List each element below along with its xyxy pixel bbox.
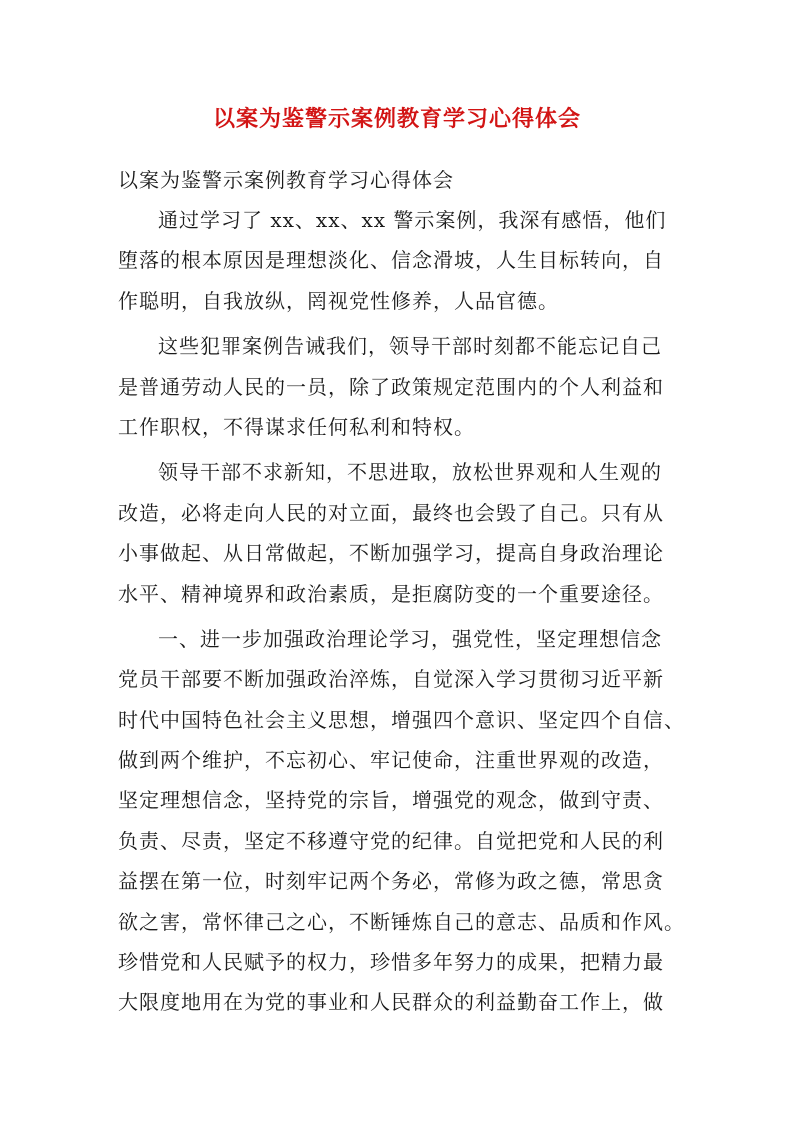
- paragraph-line: 小事做起、从日常做起，不断加强学习，提高自身政治理论: [118, 541, 664, 566]
- paragraph-line: 益摆在第一位，时刻牢记两个务必，常修为政之德，常思贪: [118, 869, 664, 894]
- paragraph-line: 是普通劳动人民的一员，除了政策规定范围内的个人利益和: [118, 374, 664, 399]
- paragraph-line: 一、进一步加强政治理论学习，强党性，坚定理想信念: [158, 626, 662, 651]
- document-subtitle: 以案为鉴警示案例教育学习心得体会: [118, 168, 454, 192]
- paragraph-line: 领导干部不求新知，不思进取，放松世界观和人生观的: [158, 460, 662, 485]
- paragraph-line: 通过学习了 xx、xx、xx 警示案例，我深有感悟，他们: [158, 208, 667, 232]
- paragraph-2: [118, 326, 678, 447]
- paragraph-4: [118, 619, 685, 1023]
- paragraph-1: [118, 200, 678, 321]
- paragraph-line: 水平、精神境界和政治素质，是拒腐防变的一个重要途径。: [118, 581, 664, 606]
- paragraph-line: 负责、尽责，坚定不移遵守党的纪律。自觉把党和人民的利: [118, 828, 664, 853]
- paragraph-line: 这些犯罪案例告诫我们，领导干部时刻都不能忘记自己: [158, 334, 662, 359]
- document-title: 以案为鉴警示案例教育学习心得体会: [212, 106, 581, 132]
- paragraph-line: 坚定理想信念，坚持党的宗旨，增强党的观念，做到守责、: [118, 788, 664, 813]
- paragraph-3: [118, 452, 678, 614]
- paragraph-line: 改造，必将走向人民的对立面，最终也会毁了自己。只有从: [118, 500, 664, 525]
- paragraph-line: 作聪明，自我放纵，罔视党性修养，人品官德。: [118, 288, 559, 313]
- paragraph-line: 大限度地用在为党的事业和人民群众的利益勤奋工作上，做: [118, 990, 664, 1015]
- paragraph-line: 欲之害，常怀律己之心，不断锤炼自己的意志、品质和作风。: [118, 909, 685, 934]
- paragraph-line: 做到两个维护，不忘初心、牢记使命，注重世界观的改造，: [118, 748, 664, 773]
- paragraph-line: 堕落的根本原因是理想淡化、信念滑坡，人生目标转向，自: [118, 248, 664, 273]
- paragraph-line: 工作职权，不得谋求任何私利和特权。: [118, 414, 475, 439]
- paragraph-line: 时代中国特色社会主义思想，增强四个意识、坚定四个自信、: [118, 707, 685, 732]
- paragraph-line: 珍惜党和人民赋予的权力，珍惜多年努力的成果，把精力最: [118, 950, 664, 975]
- document-body: [118, 160, 685, 1023]
- paragraph-line: 党员干部要不断加强政治淬炼，自觉深入学习贯彻习近平新: [118, 667, 664, 692]
